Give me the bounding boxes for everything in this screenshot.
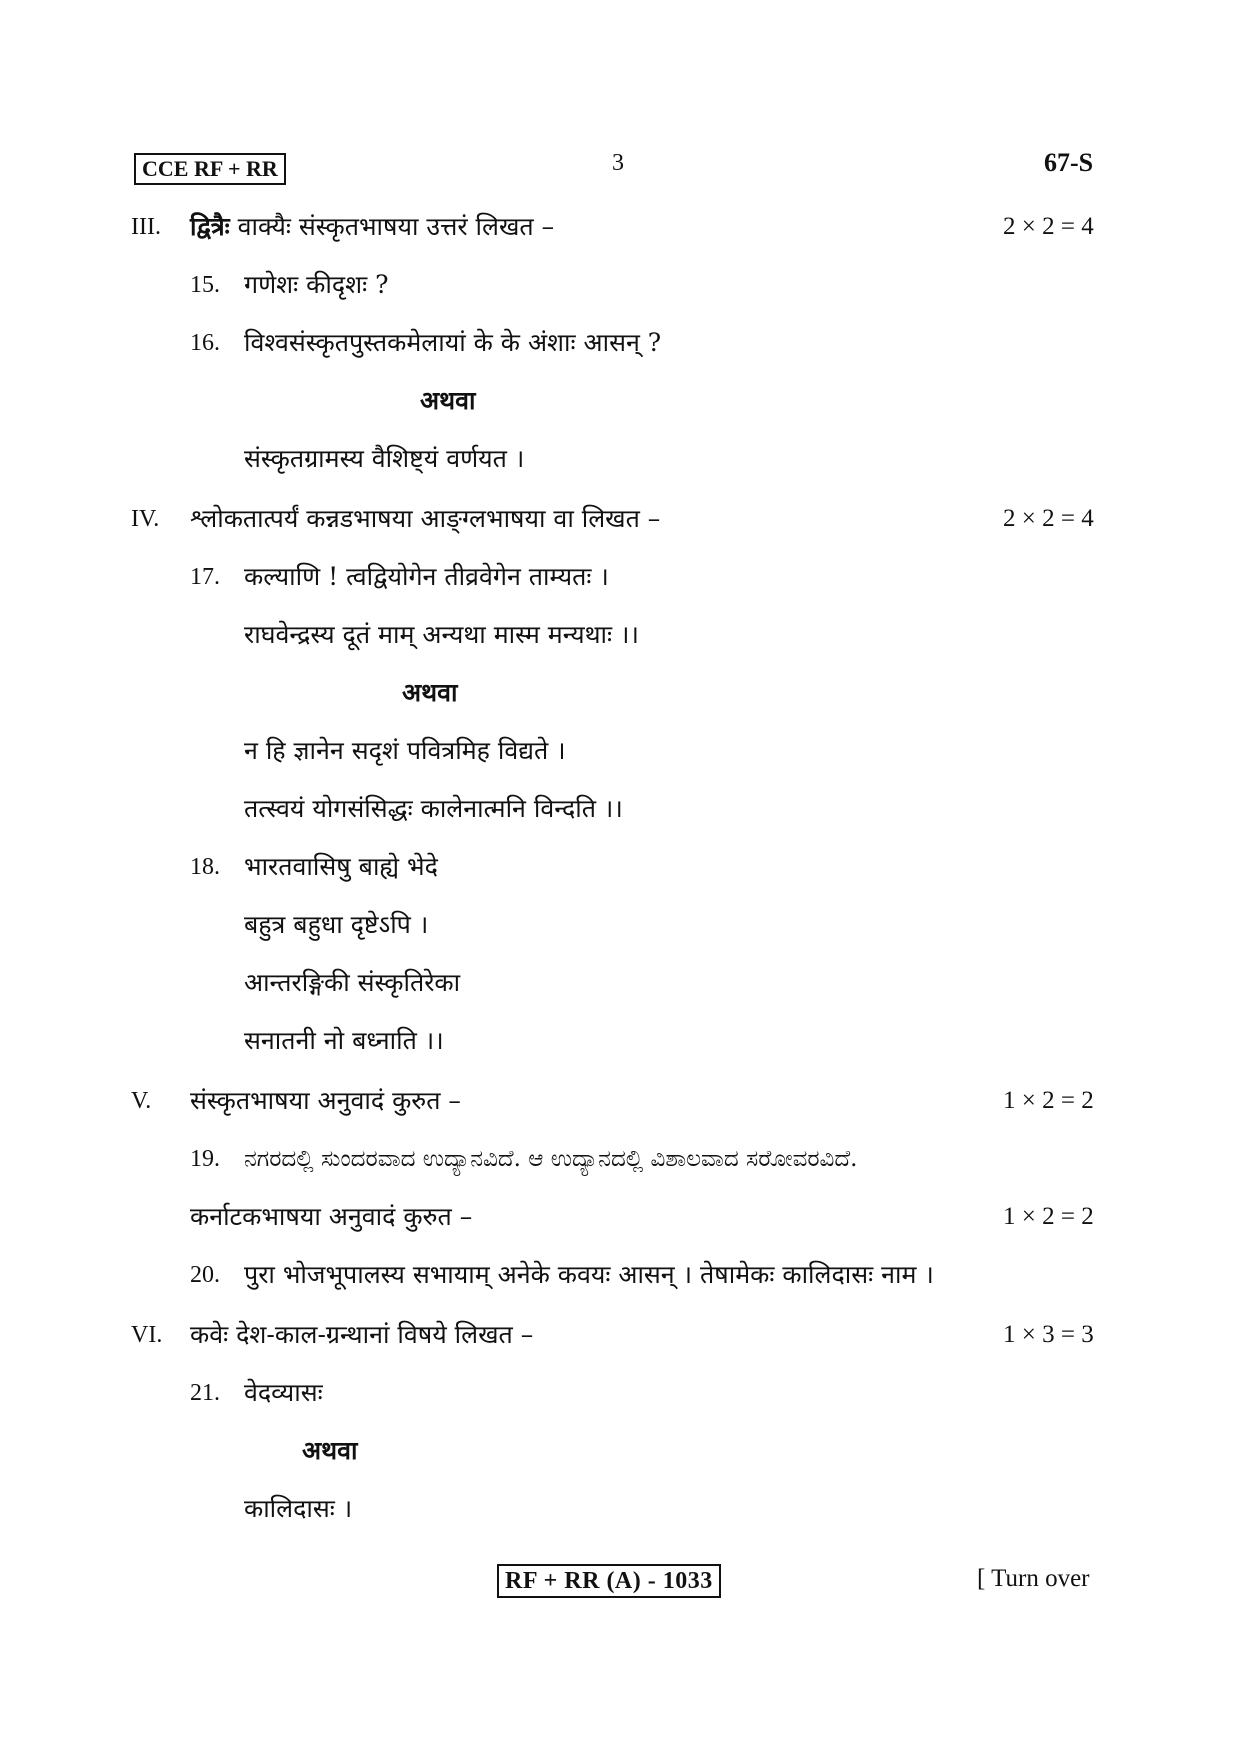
section-iii-marks: 2 × 2 = 4 bbox=[1003, 213, 1094, 240]
q18-number: 18. bbox=[190, 854, 220, 880]
q21-text: वेदव्यासः bbox=[244, 1378, 323, 1407]
section-iv-or: अथवा bbox=[402, 678, 458, 707]
q17-number: 17. bbox=[190, 564, 220, 590]
header-code-box: CCE RF + RR bbox=[134, 153, 286, 185]
q19-text: ನಗರದಲ್ಲಿ ಸುಂದರವಾದ ಉದ್ಯಾನವಿದೆ. ಆ ಉದ್ಯಾನದಲ್ಲಿ ವಿಶಾಲವಾದ ಸರೋವರವಿದೆ. bbox=[244, 1146, 858, 1172]
q17-line-2: राघवेन्द्रस्य दूतं माम् अन्यथा मास्म मन्यथाः ।। bbox=[244, 620, 639, 649]
q20-text: पुरा भोजभूपालस्य सभायाम् अनेके कवयः आसन् । तेषामेकः कालिदासः नाम । bbox=[244, 1260, 934, 1289]
q19-number: 19. bbox=[190, 1146, 220, 1172]
q17-alt-line-2: तत्स्वयं योगसंसिद्धः कालेनात्मनि विन्दति ।। bbox=[244, 794, 623, 823]
q21-alt: कालिदासः । bbox=[244, 1494, 353, 1523]
section-v-marks: 1 × 2 = 2 bbox=[1003, 1087, 1094, 1114]
q16-text: विश्वसंस्कृतपुस्तकमेलायां के के अंशाः आसन् ? bbox=[244, 328, 662, 357]
section-vi-or: अथवा bbox=[302, 1436, 358, 1465]
section-iv-marks: 2 × 2 = 4 bbox=[1003, 505, 1094, 532]
section-iv-numeral: IV. bbox=[131, 506, 160, 532]
q18-line-3: आन्तरङ्गिकी संस्कृतिरेका bbox=[244, 968, 461, 997]
q15-number: 15. bbox=[190, 272, 220, 298]
section-vi-numeral: VI. bbox=[131, 1322, 163, 1348]
q16-number: 16. bbox=[190, 330, 220, 356]
section-iii-or: अथवा bbox=[420, 386, 476, 415]
section-vi-instruction: कवेः देश-काल-ग्रन्थानां विषये लिखत – bbox=[190, 1320, 534, 1349]
q18-line-2: बहुत्र बहुधा दृष्टेऽपि । bbox=[244, 910, 429, 939]
section-iv-instruction: श्लोकतात्पर्यं कन्नडभाषया आङ्ग्लभाषया वा लिखत – bbox=[190, 504, 661, 533]
section-iii-instruction-text: वाक्यैः संस्कृतभाषया उत्तरं लिखत – bbox=[237, 212, 555, 241]
section-iii-instruction bbox=[190, 210, 554, 244]
section-iii-numeral: III. bbox=[131, 214, 161, 240]
q21-number: 21. bbox=[190, 1380, 220, 1406]
section-v-sub-marks: 1 × 2 = 2 bbox=[1003, 1203, 1094, 1230]
section-v-numeral: V. bbox=[131, 1088, 152, 1114]
section-v-sub-instruction: कर्नाटकभाषया अनुवादं कुरुत – bbox=[190, 1202, 473, 1231]
q15-text: गणेशः कीदृशः ? bbox=[244, 270, 389, 299]
q20-number: 20. bbox=[190, 1262, 220, 1288]
page-number: 3 bbox=[612, 150, 624, 176]
paper-code: 67-S bbox=[1044, 148, 1094, 177]
q18-line-1: भारतवासिषु बाह्ये भेदे bbox=[244, 852, 438, 881]
footer-code-box: RF + RR (A) - 1033 bbox=[497, 1564, 721, 1598]
q17-line-1: कल्याणि ! त्वद्वियोगेन तीव्रवेगेन ताम्यतः । bbox=[244, 562, 609, 591]
q17-alt-line-1: न हि ज्ञानेन सदृशं पवित्रमिह विद्यते । bbox=[244, 736, 566, 765]
section-vi-marks: 1 × 3 = 3 bbox=[1003, 1321, 1094, 1348]
q18-line-4: सनातनी नो बध्नाति ।। bbox=[244, 1026, 444, 1055]
turn-over-label: [ Turn over bbox=[977, 1565, 1090, 1592]
section-iii-instruction-bold: द्वित्रैः bbox=[190, 212, 230, 241]
section-iii-alt: संस्कृतग्रामस्य वैशिष्ट्यं वर्णयत । bbox=[244, 444, 525, 473]
section-v-instruction: संस्कृतभाषया अनुवादं कुरुत – bbox=[190, 1086, 461, 1115]
